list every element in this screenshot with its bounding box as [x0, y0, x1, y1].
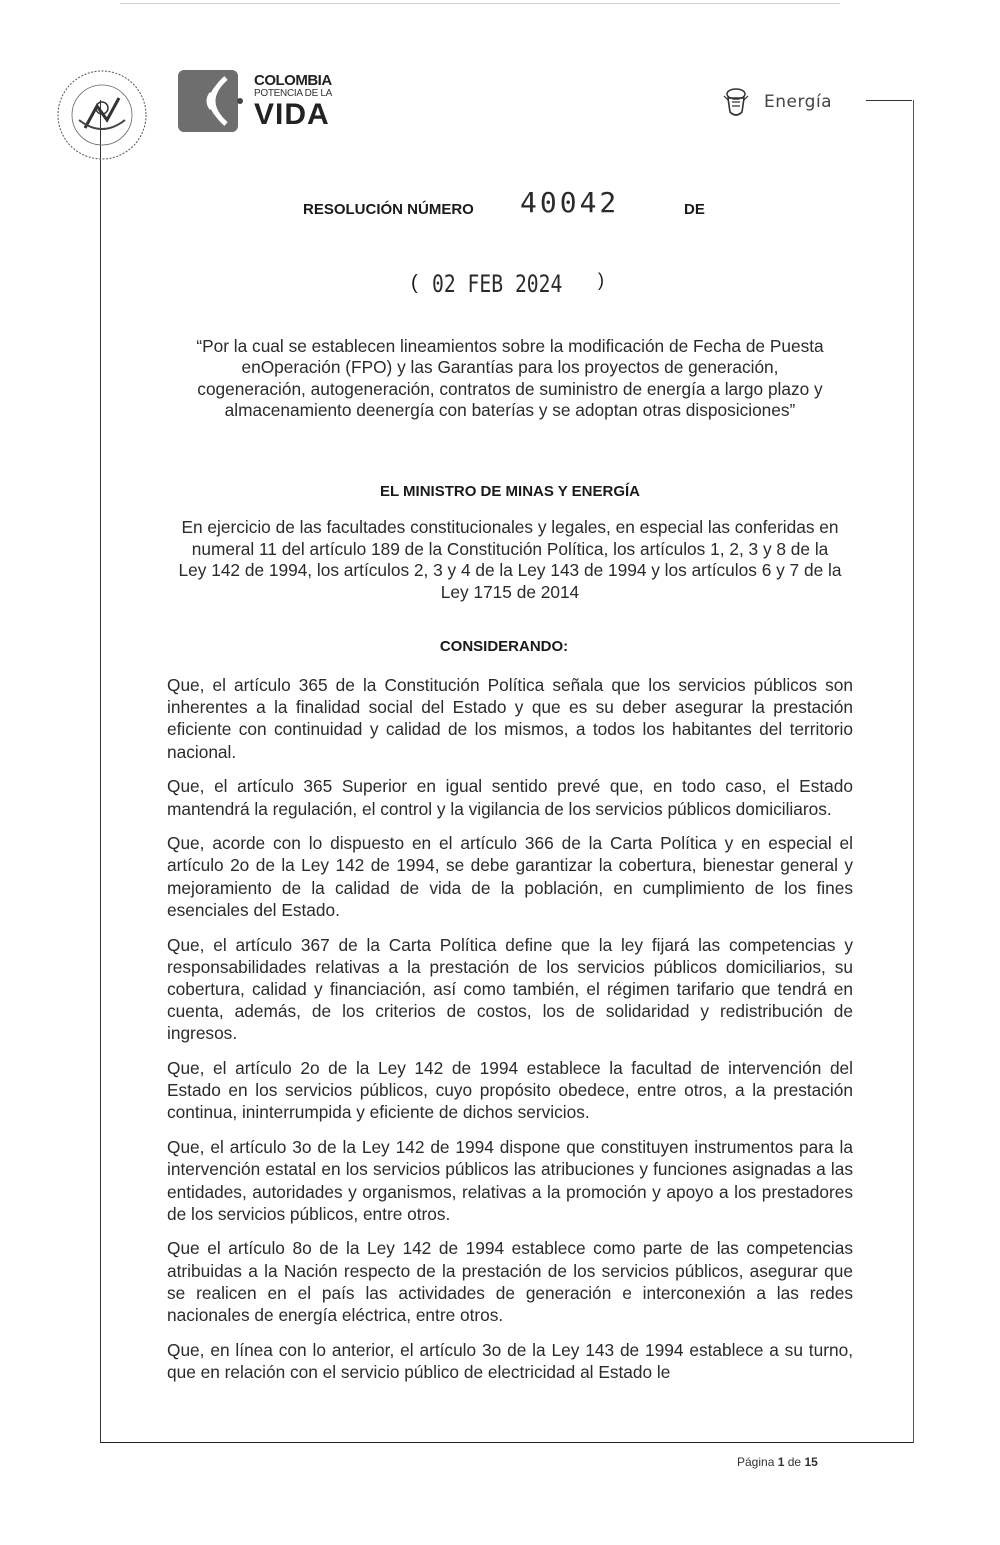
page-of: de: [787, 1455, 802, 1469]
resolution-date: 02 FEB 2024: [432, 270, 563, 298]
colombia-potencia-vida-logo: [178, 70, 358, 134]
considerando-paragraph: Que, el artículo 365 Superior en igual sentido prevé que, en todo caso, el Estado mantendrá la regulación, el control y la vigilancia de los servicios públicos domiciliaros.: [167, 776, 853, 819]
logo-line-potencia: POTENCIA DE LA: [254, 88, 333, 99]
page-current: 1: [777, 1455, 785, 1469]
considerando-paragraph: Que, el artículo 3o de la Ley 142 de 1994 dispone que constituyen instrumentos para la intervención estatal en los servicios públicos las atribuciones y funciones asignadas a las entidades, autoridades y organismos, relativas a la promoción y apoyo a los prestadores de los servicios públicos, entre otros.: [167, 1137, 853, 1224]
minister-heading: EL MINISTRO DE MINAS Y ENERGÍA: [379, 483, 641, 500]
resolution-label: RESOLUCIÓN NÚMERO: [303, 201, 474, 218]
logo-line-colombia: COLOMBIA: [254, 72, 332, 89]
transition-seal-icon: [55, 68, 149, 162]
considerando-paragraph: Que, el artículo 367 de la Carta Política define que la ley fijará las competencias y responsabilidades relativas a la prestación de los servicios públicos domiciliarios, su cobertura, calidad y financiación, así como también, el régimen tarifario que tendrá en cuenta, además, de los criterios de costos, los de solidaridad y redistribución de ingresos.: [167, 934, 853, 1044]
considerando-paragraph: Que, en línea con lo anterior, el artículo 3o de la Ley 143 de 1994 establece a su turno, que en relación con el servicio público de electricidad al Estado le: [167, 1339, 853, 1382]
scan-artifact-line: [120, 3, 840, 4]
wave-logo-icon: [178, 70, 246, 132]
frame-top-right-line: [866, 100, 912, 101]
considerando-body: [167, 674, 853, 1396]
legal-preamble: En ejercicio de las facultades constitucionales y legales, en especial las conferidas en numeral 11 del artículo 189 de la Constitución Política, los artículos 1, 2, 3 y 8 de la Ley 142 de 1994, los artículos 2, 3 y 4 de la Ley 143 de 1994 y los artículos 6 y 7 de la Ley 1715 de 2014: [178, 517, 842, 602]
considerando-heading: CONSIDERANDO:: [439, 638, 569, 655]
page-prefix: Página: [737, 1455, 775, 1469]
resolution-title: “Por la cual se establecen lineamientos sobre la modificación de Fecha de Puesta enOperación (FPO) y las Garantías para los proyectos de generación, cogeneración, autogeneración, contratos de suministro de energía a largo plazo y almacenamiento deenergía con baterías y se adoptan otras disposiciones”: [196, 336, 824, 420]
page-footer: [737, 1455, 818, 1469]
date-open-paren: (: [411, 272, 418, 294]
considerando-paragraph: Que, el artículo 2o de la Ley 142 de 1994 establece la facultad de intervención del Estado en los servicios públicos, cuyo propósito obedece, entre otros, a la prestación continua, ininterrumpida y eficiente de dichos servicios.: [167, 1058, 853, 1123]
considerando-paragraph: Que el artículo 8o de la Ley 142 de 1994 establece como parte de las competencias atribuidas a la Nación respecto de la prestación de los servicios públicos, asegurar que se realicen en el país las actividades de generación e interconexión a las redes nacionales de energía eléctrica, entre otros.: [167, 1238, 853, 1326]
logo-line-vida: VIDA: [254, 98, 330, 131]
ministry-label: Energía: [764, 92, 833, 112]
resolution-number: 40042: [520, 186, 620, 219]
page-total: 15: [804, 1455, 818, 1469]
coat-of-arms-icon: [722, 86, 750, 120]
considerando-paragraph: Que, acorde con lo dispuesto en el artículo 366 de la Carta Política y en especial el artículo 2o de la Ley 142 de 1994, se debe garantizar la cobertura, bienestar general y mejoramiento de la calidad de vida de la población, en cumplimiento de los fines esenciales del Estado.: [167, 833, 853, 920]
date-close-paren: ): [598, 270, 604, 290]
considerando-paragraph: Que, el artículo 365 de la Constitución Política señala que los servicios públicos son inherentes a la finalidad social del Estado y que es su deber asegurar la prestación eficiente con continuidad y calidad de los mismos, a todos los habitantes del territorio nacional.: [167, 675, 853, 762]
resolution-de: DE: [684, 201, 705, 218]
